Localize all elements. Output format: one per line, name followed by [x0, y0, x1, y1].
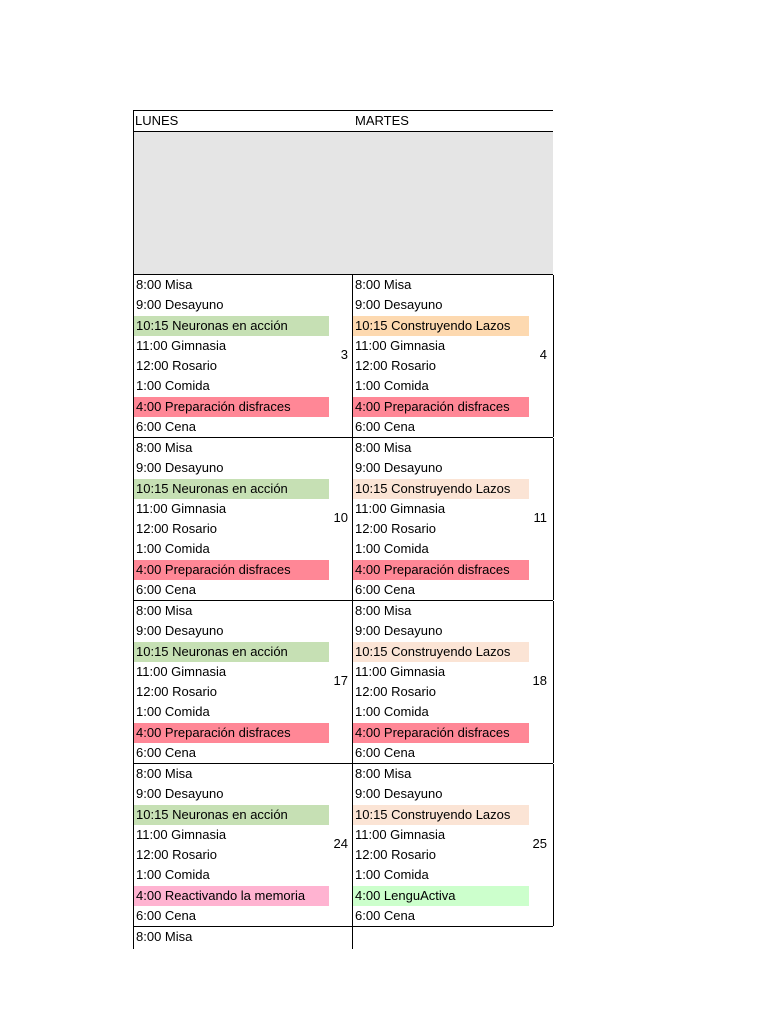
- day-cell-monday[interactable]: [133, 764, 353, 926]
- header-tuesday: MARTES: [355, 113, 409, 128]
- schedule-item: 6:00 Cena: [355, 908, 415, 924]
- schedule-item: 12:00 Rosario: [355, 521, 436, 537]
- schedule-item: 11:00 Gimnasia: [136, 663, 227, 679]
- schedule-item: 9:00 Desayuno: [355, 786, 443, 802]
- schedule-item: 12:00 Rosario: [136, 847, 217, 863]
- day-number: 25: [532, 836, 547, 851]
- schedule-item: 1:00 Comida: [136, 541, 210, 557]
- day-number: 3: [340, 347, 348, 362]
- image-placeholder-banner: [133, 132, 553, 274]
- day-number: 10: [333, 510, 348, 525]
- schedule-item: 1:00 Comida: [136, 378, 210, 394]
- day-number: 11: [533, 510, 547, 525]
- day-cell-monday[interactable]: [133, 275, 353, 437]
- day-cell-tuesday[interactable]: [352, 927, 553, 949]
- schedule-item: 6:00 Cena: [136, 419, 196, 435]
- schedule-item: 11:00 Gimnasia: [136, 826, 227, 842]
- schedule-item: 9:00 Desayuno: [355, 623, 443, 639]
- schedule-item: 1:00 Comida: [136, 867, 210, 883]
- header-row: [133, 110, 553, 132]
- schedule-item: 1:00 Comida: [136, 704, 210, 720]
- schedule-item: 1:00 Comida: [355, 867, 429, 883]
- schedule-item: 8:00 Misa: [355, 766, 412, 781]
- schedule-item: 12:00 Rosario: [136, 521, 217, 537]
- schedule-item: 1:00 Comida: [355, 541, 429, 557]
- schedule-item: 8:00 Misa: [355, 603, 412, 618]
- schedule-item: 4:00 Reactivando la memoria: [134, 886, 329, 906]
- schedule-item: 11:00 Gimnasia: [355, 500, 446, 516]
- schedule-item: 8:00 Misa: [136, 603, 193, 618]
- schedule-item: 12:00 Rosario: [355, 358, 436, 374]
- schedule-sheet: [133, 110, 553, 949]
- schedule-item: 4:00 Preparación disfraces: [353, 397, 529, 417]
- schedule-item: 4:00 LenguActiva: [353, 886, 529, 906]
- day-cell-tuesday[interactable]: [352, 764, 554, 926]
- day-cell-monday[interactable]: [133, 601, 353, 763]
- schedule-item: 6:00 Cena: [136, 745, 196, 761]
- schedule-item: 9:00 Desayuno: [136, 786, 224, 802]
- schedule-item: 10:15 Construyendo Lazos: [353, 805, 529, 825]
- week-row: [133, 763, 553, 926]
- schedule-item: 10:15 Construyendo Lazos: [353, 316, 529, 336]
- schedule-item: 11:00 Gimnasia: [355, 826, 446, 842]
- schedule-item: 10:15 Neuronas en acción: [134, 479, 329, 499]
- schedule-item: 6:00 Cena: [355, 582, 415, 598]
- schedule-item: 10:15 Construyendo Lazos: [353, 642, 529, 662]
- header-monday: LUNES: [135, 113, 179, 128]
- schedule-item: 6:00 Cena: [355, 419, 415, 435]
- day-cell-tuesday[interactable]: [352, 438, 554, 600]
- schedule-item: 6:00 Cena: [136, 908, 196, 924]
- day-cell-tuesday[interactable]: [352, 601, 554, 763]
- day-number: 17: [333, 673, 348, 688]
- schedule-item: 10:15 Construyendo Lazos: [353, 479, 529, 499]
- week-row: [133, 437, 553, 600]
- day-number: 18: [532, 673, 547, 688]
- schedule-item: 1:00 Comida: [355, 378, 429, 394]
- schedule-item: 8:00 Misa: [136, 766, 193, 781]
- schedule-item: 4:00 Preparación disfraces: [134, 723, 329, 743]
- schedule-item: 8:00 Misa: [136, 440, 193, 455]
- schedule-item: 10:15 Neuronas en acción: [134, 805, 329, 825]
- day-number: 24: [333, 836, 348, 851]
- schedule-item: 4:00 Preparación disfraces: [353, 723, 529, 743]
- schedule-item: 11:00 Gimnasia: [355, 663, 446, 679]
- schedule-item: 9:00 Desayuno: [355, 297, 443, 313]
- schedule-item: 8:00 Misa: [355, 277, 412, 292]
- weeks-container: [133, 274, 553, 926]
- schedule-item: 9:00 Desayuno: [136, 623, 224, 639]
- schedule-item: 12:00 Rosario: [136, 358, 217, 374]
- schedule-item: 9:00 Desayuno: [355, 460, 443, 476]
- week-row-partial: [133, 926, 553, 949]
- schedule-item: 6:00 Cena: [355, 745, 415, 761]
- schedule-item: 9:00 Desayuno: [136, 460, 224, 476]
- schedule-item: 1:00 Comida: [355, 704, 429, 720]
- day-number: 4: [539, 347, 547, 362]
- schedule-item: 4:00 Preparación disfraces: [353, 560, 529, 580]
- schedule-item: 8:00 Misa: [355, 440, 412, 455]
- schedule-item: 10:15 Neuronas en acción: [134, 642, 329, 662]
- schedule-item: 4:00 Preparación disfraces: [134, 560, 329, 580]
- day-cell-monday[interactable]: [133, 927, 353, 949]
- schedule-item: 8:00 Misa: [136, 929, 193, 944]
- schedule-item: 6:00 Cena: [136, 582, 196, 598]
- schedule-item: 10:15 Neuronas en acción: [134, 316, 329, 336]
- day-cell-tuesday[interactable]: [352, 275, 554, 437]
- schedule-item: 11:00 Gimnasia: [136, 500, 227, 516]
- schedule-item: 9:00 Desayuno: [136, 297, 224, 313]
- week-row: [133, 274, 553, 437]
- day-cell-monday[interactable]: [133, 438, 353, 600]
- schedule-item: 11:00 Gimnasia: [355, 337, 446, 353]
- schedule-item: 12:00 Rosario: [355, 684, 436, 700]
- schedule-item: 12:00 Rosario: [136, 684, 217, 700]
- schedule-item: 12:00 Rosario: [355, 847, 436, 863]
- schedule-item: 8:00 Misa: [136, 277, 193, 292]
- schedule-item: 4:00 Preparación disfraces: [134, 397, 329, 417]
- schedule-item: 11:00 Gimnasia: [136, 337, 227, 353]
- week-row: [133, 600, 553, 763]
